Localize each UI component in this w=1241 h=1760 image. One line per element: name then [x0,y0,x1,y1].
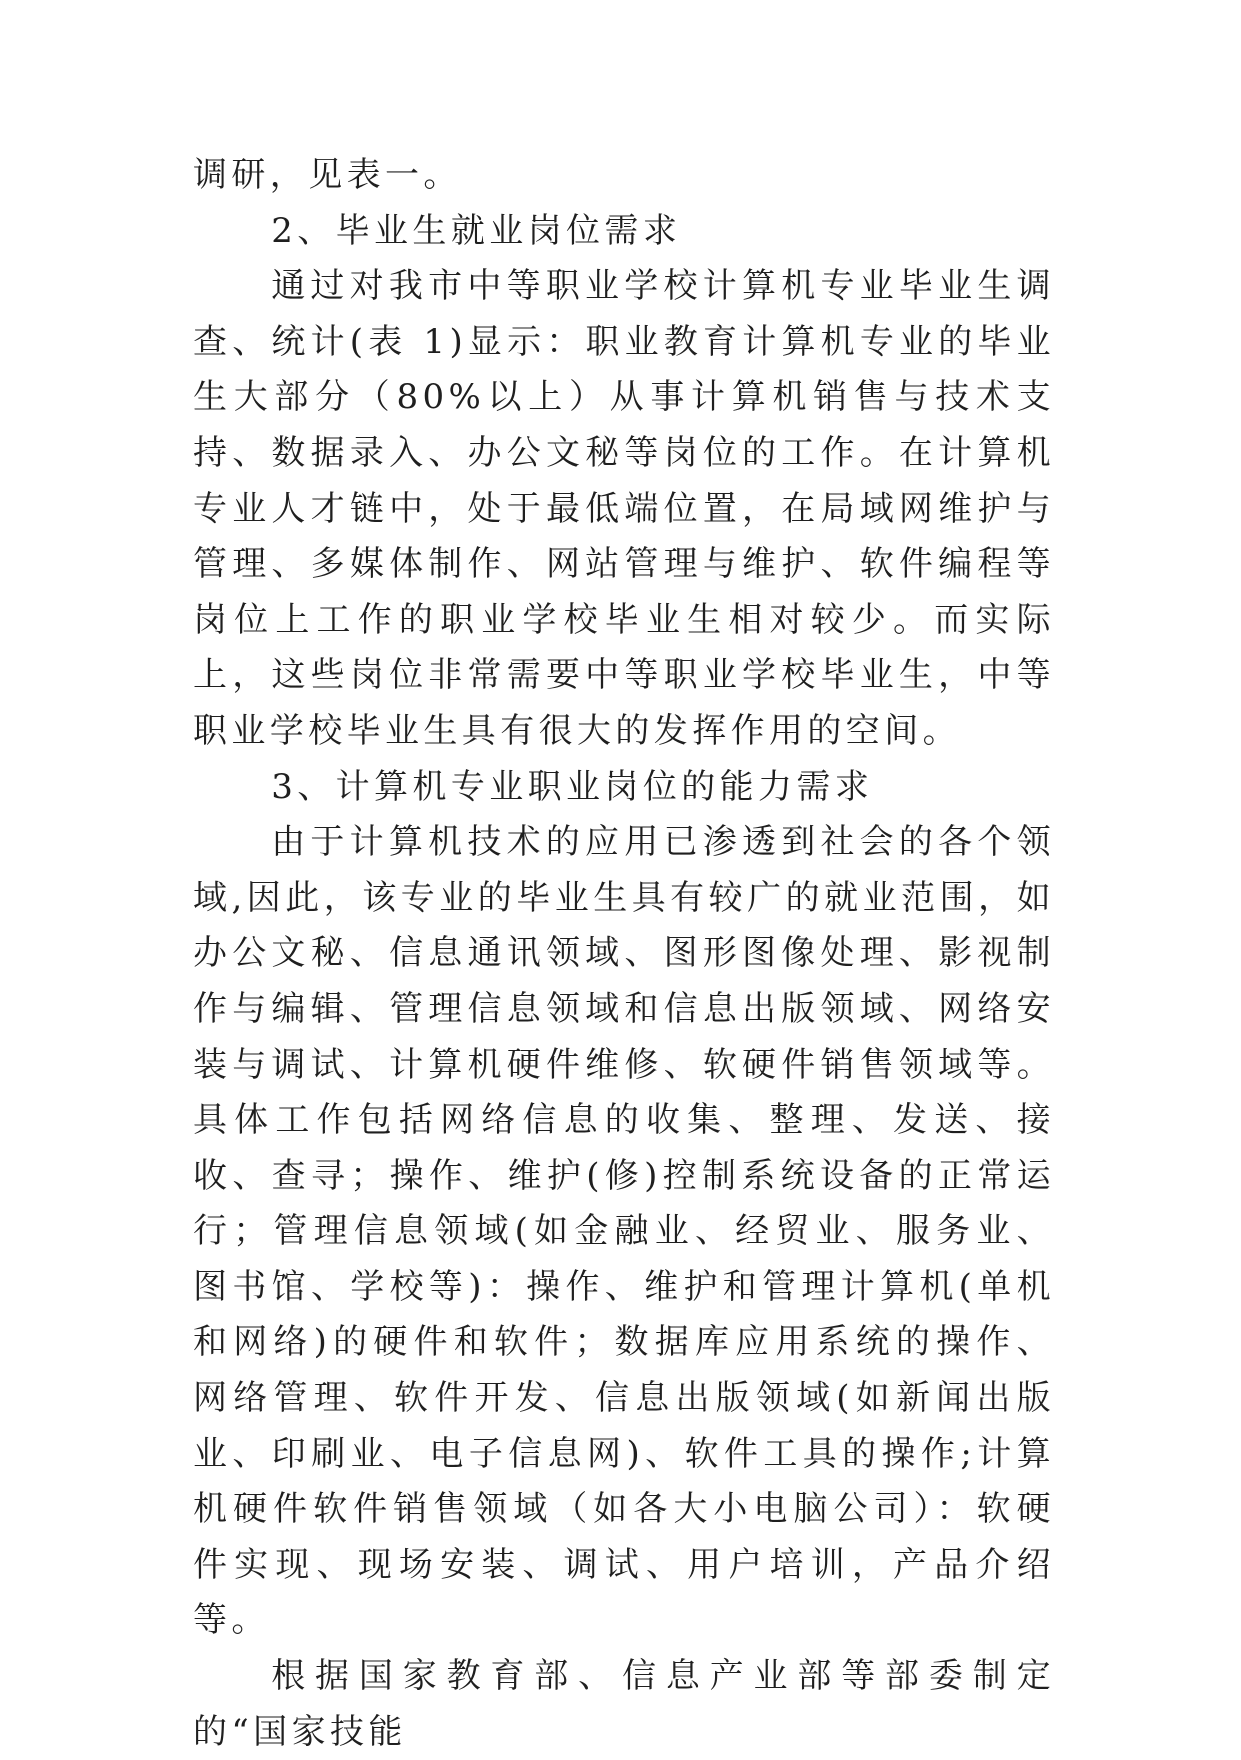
paragraph-ability-scope: 由于计算机技术的应用已渗透到社会的各个领域,因此，该专业的毕业生具有较广的就业范围，如办公文秘、信息通讯领域、图形图像处理、影视制作与编辑、管理信息领域和信息出版领域、网络安装与调试、计算机硬件维修、软硬件销售领域等。具体工作包括网络信息的收集、整理、发送、接收、查寻；操作、维护(修)控制系统设备的正常运行；管理信息领域(如金融业、经贸业、服务业、图书馆、学校等)：操作、维护和管理计算机(单机和网络)的硬件和软件；数据库应用系统的操作、网络管理、软件开发、信息出版领域(如新闻出版业、印刷业、电子信息网)、软件工具的操作;计算机硬件软件销售领域（如各大小电脑公司）：软硬件实现、现场安装、调试、用户培训，产品介绍等。 [193,822,1055,1641]
section-heading-ability-demand: 3、计算机专业职业岗位的能力需求 [271,766,874,807]
paragraph-national-standards: 根据国家教育部、信息产业部等部委制定的“国家技能 [193,1656,1055,1752]
document-body [193,148,1055,1760]
paragraph-continuation: 调研，见表一。 [193,155,462,195]
paragraph-employment-survey: 通过对我市中等职业学校计算机专业毕业生调查、统计(表 1)显示：职业教育计算机专业的毕业生大部分（80%以上）从事计算机销售与技术支持、数据录入、办公文秘等岗位的工作。在计算机专业人才链中，处于最低端位置，在局域网维护与管理、多媒体制作、网站管理与维护、软件编程等岗位上工作的职业学校毕业生相对较少。而实际上，这些岗位非常需要中等职业学校毕业生，中等职业学校毕业生具有很大的发挥作用的空间。 [193,266,1055,751]
section-heading-employment-demand: 2、毕业生就业岗位需求 [271,210,682,251]
